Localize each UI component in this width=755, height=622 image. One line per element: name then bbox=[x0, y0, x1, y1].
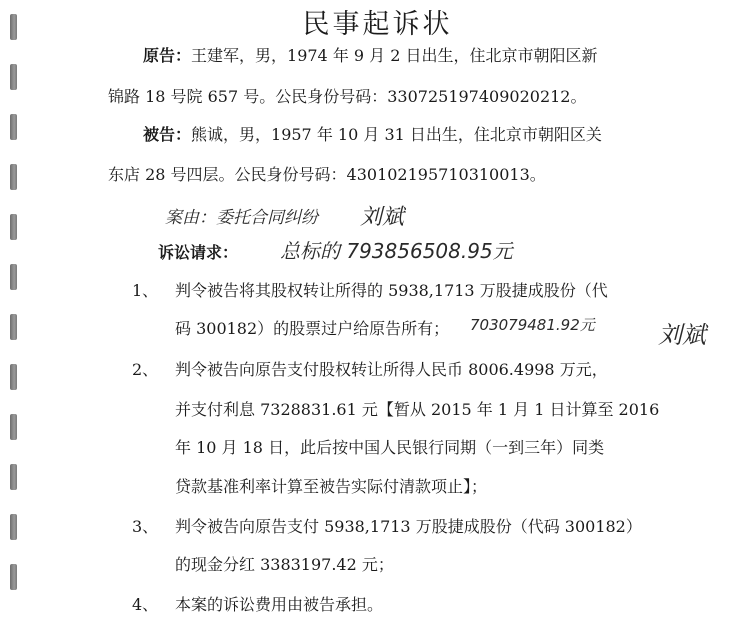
defendant-label: 被告： bbox=[143, 125, 192, 144]
binder-hole bbox=[10, 364, 17, 390]
binder-hole bbox=[10, 114, 17, 140]
handwritten-signature: 刘斌 bbox=[360, 205, 405, 230]
claim-4-line-1: 本案的诉讼费用由被告承担。 bbox=[175, 595, 384, 614]
binder-hole bbox=[10, 514, 17, 540]
plaintiff-line-2: 锦路 18 号院 657 号。公民身份号码：330725197409020212。 bbox=[108, 87, 587, 106]
claim-1-line-2: 码 300182）的股票过户给原告所有； bbox=[175, 319, 450, 338]
handwritten-total-amount: 总标的 793856508.95元 bbox=[280, 239, 513, 263]
binder-holes bbox=[6, 0, 20, 622]
claim-number: 4、 bbox=[132, 595, 159, 614]
binder-hole bbox=[10, 414, 17, 440]
claim-2-line-4: 贷款基准利率计算至被告实际付清款项止】； bbox=[175, 477, 488, 496]
handwritten-case-cause: 案由：委托合同纠纷 bbox=[165, 208, 318, 228]
handwritten-claim1-amount: 703079481.92元 bbox=[470, 316, 595, 334]
binder-hole bbox=[10, 264, 17, 290]
plaintiff-text-1: 王建军，男，1974 年 9 月 2 日出生，住北京市朝阳区新 bbox=[191, 46, 598, 65]
handwritten-margin-signature: 刘斌 bbox=[658, 321, 706, 349]
claim-2-line-3: 年 10 月 18 日，此后按中国人民银行同期（一到三年）同类 bbox=[175, 438, 605, 457]
binder-hole bbox=[10, 64, 17, 90]
defendant-line-1 bbox=[143, 122, 602, 145]
claim-2-line-1: 判令被告向原告支付股权转让所得人民币 8006.4998 万元， bbox=[175, 360, 608, 379]
binder-hole bbox=[10, 214, 17, 240]
claim-number: 2、 bbox=[132, 360, 159, 379]
claim-1-line-1: 判令被告将其股权转让所得的 5938,1713 万股捷成股份（代 bbox=[175, 281, 608, 300]
binder-hole bbox=[10, 164, 17, 190]
plaintiff-label: 原告： bbox=[143, 46, 192, 65]
claims-label: 诉讼请求： bbox=[158, 243, 239, 262]
binder-hole bbox=[10, 564, 17, 590]
claim-2-line-2: 并支付利息 7328831.61 元【暂从 2015 年 1 月 1 日计算至 2016 bbox=[175, 400, 660, 419]
binder-hole bbox=[10, 314, 17, 340]
defendant-line-2: 东店 28 号四层。公民身份号码：430102195710310013。 bbox=[108, 165, 546, 184]
document-title: 民事起诉状 bbox=[302, 9, 453, 40]
binder-hole bbox=[10, 464, 17, 490]
claim-number: 3、 bbox=[132, 517, 159, 536]
plaintiff-line-1 bbox=[143, 43, 598, 66]
claim-number: 1、 bbox=[132, 281, 159, 300]
claim-3-line-1: 判令被告向原告支付 5938,1713 万股捷成股份（代码 300182） bbox=[175, 517, 642, 536]
claim-3-line-2: 的现金分红 3383197.42 元； bbox=[175, 555, 394, 574]
defendant-text-1: 熊诚，男，1957 年 10 月 31 日出生，住北京市朝阳区关 bbox=[191, 125, 602, 144]
